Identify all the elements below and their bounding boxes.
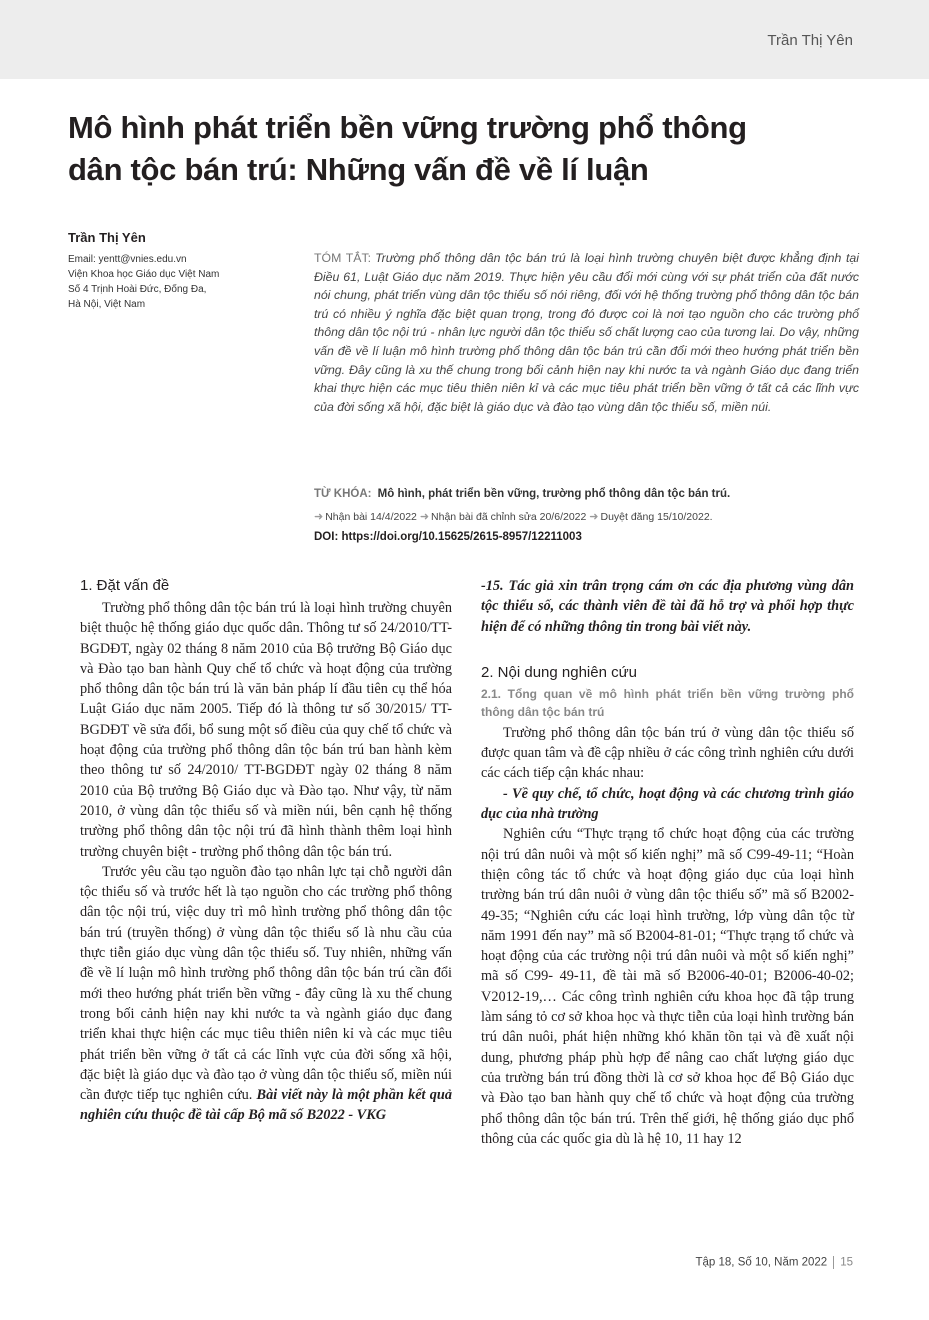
section-1-heading: 1. Đặt vấn đề [80, 577, 170, 594]
keywords-label: TỪ KHÓA: [314, 488, 372, 500]
body-column-left [80, 576, 452, 1126]
section-2-1-heading: 2.1. Tổng quan về mô hình phát triển bền vững trường phổ thông dân tộc bán trú [481, 686, 854, 719]
funding-note: Bài viết này là một phần kết quả nghiên cứu thuộc đề tài cấp Bộ mã số B2022 - VKG [80, 1087, 452, 1124]
keywords [314, 488, 874, 500]
section-1-paragraph-1: Trường phổ thông dân tộc bán trú là loại hình trường chuyên biệt thuộc hệ thống giáo dục quốc dân. Thông tư số 24/2010/TT-BGDĐT, ngày 02 tháng 8 năm 2010 của Bộ trưởng Bộ Giáo dục và Đào tạo ban hành Quy chế tổ chức và hoạt động của trường phổ thông dân tộc bán trú là văn bản pháp lí đầu tiên cụ thể hóa Luật Giáo dục năm 2005. Tiếp đó là thông tư số 30/2015/ TT-BGDĐT về sửa đổi, bổ sung một số điều của quy chế tổ chức và hoạt động của trường phổ thông dân tộc bán trú ban hành kèm theo thông tư số 24/2010/ TT-BGDĐT ngày 02 tháng 8 năm 2010 của Bộ trưởng Bộ Giáo dục và Đào tạo. Như vậy, từ năm 2010, ở vùng dân tộc thiểu số và miền núi, bên cạnh hệ thống trường phổ thông dân tộc nội trú đã hình thành thêm loại hình trường chuyên biệt - trường phổ thông dân tộc bán trú. [80, 600, 452, 860]
abstract-label: TÓM TẮT: [314, 251, 372, 265]
affiliation-address-1: Số 4 Trịnh Hoài Đức, Đống Đa, [68, 284, 207, 295]
section-2-heading: 2. Nội dung nghiên cứu [481, 663, 637, 681]
abstract [314, 249, 859, 416]
affiliation-email: Email: yentt@vnies.edu.vn [68, 254, 187, 265]
page-footer [696, 1256, 854, 1269]
date-revised: Nhận bài đã chỉnh sửa 20/6/2022 [431, 511, 587, 523]
running-head-author: Trần Thị Yên [767, 32, 853, 49]
body-column-right [481, 576, 854, 1149]
section-gap [481, 637, 854, 663]
author-affiliation [68, 252, 288, 312]
article-dates [314, 510, 874, 523]
section-2-1-subheading: - Về quy chế, tổ chức, hoạt động và các chương trình giáo dục của nhà trường [481, 785, 854, 823]
abstract-text: Trường phổ thông dân tộc bán trú là loại hình trường chuyên biệt được khẳng định tại Điều 61, Luật Giáo dục năm 2019. Thực hiện yêu cầu đổi mới cùng với sự phát triển của đất nước nói chung, phát triển vùng dân tộc thiểu số nói riêng, đối với hệ thống trường phổ thông dân tộc bán trú có nhiều ý nghĩa đặc biệt quan trọng, trong đó được coi là nơi tạo nguồn cho các trường phổ thông dân tộc nội trú - nhân lực người dân tộc thiểu số chất lượng cao của tương lai. Do vậy, những vấn đề về lí luận mô hình trường phổ thông dân tộc bán trú cần đổi mới theo hướng phát triển bền vững. Đây cũng là xu thế chung trong bối cảnh hiện nay khi nước ta và ngành Giáo dục đang triển khai thực hiện các mục tiêu thiên niên kỉ và các mục tiêu phát triển bền vững ở tất cả các lĩnh vực của đời sống xã hội, đặc biệt là giáo dục và đào tạo vùng dân tộc thiểu số, miền núi. [314, 251, 860, 414]
section-2-1-paragraph-2: Nghiên cứu “Thực trạng tổ chức hoạt động của các trường nội trú dân nuôi và một số kiến nghị” mã số C99-49-11; “Hoàn thiện công tác tổ chức và hoạt động giáo dục của loại hình trường bán trú dân nuôi ở vùng dân tộc thiểu số” mã số B2002-49-35; “Nghiên cứu các loại hình trường, lớp vùng dân tộc từ năm 1991 đến nay” mã số B2004-81-01; “Thực trạng tổ chức và hoạt động của các trường nội trú dân nuôi và một số kiến nghị” mã số C99- 49-11, đề tài mã số B2006-40-01; B2006-40-02; V2012-19,… Các công trình nghiên cứu khoa học đã tập trung làm sáng tỏ cơ sở khoa học và thực tiễn của loại hình trường bán trú dân nuôi, phát hiện những khó khăn tồn tại và đề xuất nội dung, phương pháp phù hợp để nâng cao chất lượng giáo dục của trường bán trú đồng thời là cơ sở khoa học để Bộ Giáo dục và Đào tạo ban hành quy chế tổ chức và hoạt động của trường phổ thông dân tộc bán trú. Trên thế giới, hệ thống giáo dục phổ thông của các quốc gia dù là hệ 10, 11 hay 12 [481, 826, 854, 1147]
acknowledgement: -15. Tác giả xin trân trọng cám ơn các địa phương vùng dân tộc thiểu số, các thành viên đề tài đã hỗ trợ và phối hợp thực hiện để có những thông tin trong bài viết này. [481, 578, 854, 635]
date-accepted: Duyệt đăng 15/10/2022. [600, 511, 713, 523]
affiliation-address-2: Hà Nội, Việt Nam [68, 299, 146, 310]
arrow-right-icon: ➜ [589, 511, 599, 523]
arrow-right-icon: ➜ [419, 511, 430, 523]
title-line-1: Mô hình phát triển bền vững trường phổ thông [68, 110, 747, 145]
date-received: Nhận bài 14/4/2022 [325, 511, 417, 523]
section-2-1-paragraph-1: Trường phổ thông dân tộc bán trú ở vùng dân tộc thiểu số được quan tâm và đề cập nhiều ở các công trình nghiên cứu dưới các cách tiếp cận khác nhau: [481, 724, 854, 782]
article-title [68, 107, 828, 191]
footer-divider [833, 1256, 834, 1269]
affiliation-institute: Viện Khoa học Giáo dục Việt Nam [68, 269, 220, 280]
page-number: 15 [840, 1256, 853, 1269]
section-1-paragraph-2 [80, 862, 452, 1126]
author-name: Trần Thị Yên [68, 230, 146, 245]
keywords-text: Mô hình, phát triển bền vững, trường phổ thông dân tộc bán trú. [377, 488, 731, 500]
journal-issue: Tập 18, Số 10, Năm 2022 [695, 1256, 828, 1269]
title-line-2: dân tộc bán trú: Những vấn đề về lí luận [68, 152, 649, 187]
doi-link[interactable]: DOI: https://doi.org/10.15625/2615-8957/12211003 [314, 531, 582, 543]
section-1-paragraph-2-text: Trước yêu cầu tạo nguồn đào tạo nhân lực tại chỗ người dân tộc thiểu số và trước hết là tạo nguồn cho các trường phổ thông dân tộc nội trú, việc duy trì mô hình trường phổ thông dân tộc bán trú (truyền thống) ở vùng dân tộc thiểu số là nhu cầu của thực tiễn giáo dục vùng dân tộc thiểu số. Tuy nhiên, những vấn đề về lí luận mô hình trường phổ thông dân tộc bán trú cần đổi mới theo hướng phát triển bền vững - đây cũng là xu thế chung trong bối cảnh hiện nay khi nước ta và ngành giáo dục đang triển khai thực hiện các mục tiêu thiên niên kỉ và các mục tiêu phát triển bền vững ở tất cả các lĩnh vực của đời sống xã hội, đặc biệt là giáo dục và đào tạo ở vùng dân tộc thiểu số, miền núi cần được tiếp tục nghiên cứu. [80, 863, 452, 1104]
arrow-right-icon: ➜ [314, 511, 324, 523]
